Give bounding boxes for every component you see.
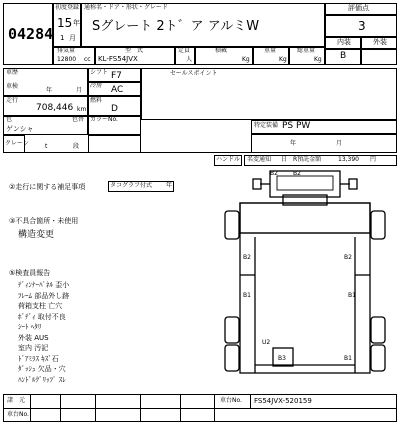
- displacement-unit: cc: [84, 56, 91, 63]
- exterior-label: 外装: [373, 38, 387, 46]
- load-label: 積載: [215, 47, 228, 54]
- model-value: KL-FS54JVX: [98, 55, 138, 63]
- shift-value: F7: [111, 71, 122, 81]
- weight-label: 重量: [264, 47, 277, 54]
- color-change-label: 色替: [72, 116, 85, 123]
- report-item: 室内 汚記: [18, 344, 49, 352]
- tachograph-unit: 年: [166, 182, 173, 189]
- footer-col-1: [30, 394, 31, 422]
- load-unit: Kg: [242, 56, 250, 63]
- displacement-label: 排気量: [57, 47, 76, 54]
- report-item: ﾊﾝﾄﾞﾙｸﾞﾘｯﾌﾟ ｽﾚ: [18, 375, 66, 384]
- fuel-value: D: [111, 104, 118, 114]
- ac-value: AC: [111, 85, 124, 95]
- score-label: 評価点: [348, 4, 369, 12]
- model-label: 型 式: [125, 47, 144, 54]
- chassis-label: 車台No.: [220, 397, 242, 404]
- report-label: ⑤検査員報告: [9, 269, 51, 277]
- fuel-label: 燃料: [90, 97, 103, 104]
- mileage-value: 708,446: [36, 103, 74, 113]
- displacement-value: 12800: [57, 56, 77, 63]
- equipment-date-cell: [251, 134, 397, 153]
- mark-b1-left: B1: [243, 292, 251, 299]
- color-no-label: カラーNo.: [90, 116, 118, 123]
- mark-b3: B3: [278, 355, 286, 362]
- interior-value: B: [340, 51, 347, 61]
- report-item: 外装 AUS: [18, 333, 49, 342]
- exterior-value-cell: [361, 49, 397, 65]
- mark-b2-right: B2: [344, 254, 352, 261]
- footer-row2-label: 車台No.: [7, 411, 29, 418]
- score-value: 3: [358, 19, 366, 33]
- footer-col-6: [214, 394, 215, 422]
- mark-b1-right: B1: [348, 292, 356, 299]
- defects-value: 構造変更: [18, 230, 55, 240]
- inspection-year-unit: 年: [46, 87, 53, 94]
- report-item: ﾌﾚｰﾑ 部品外し跡: [18, 291, 70, 300]
- tachograph-label: タコグラフ付式: [110, 182, 153, 189]
- body-type-label: 車歴: [6, 69, 19, 76]
- name-change-label: 名変通知: [247, 156, 272, 163]
- ac-label: 冷房: [90, 82, 103, 89]
- report-item: ﾀﾞｯｼｭ 欠品・穴: [18, 365, 66, 373]
- footer-col-4: [140, 394, 141, 422]
- shift-label: シフト: [90, 69, 109, 76]
- mark-b2-cab-right: B2: [293, 170, 301, 177]
- year-value: 15: [57, 16, 73, 30]
- crane-label: クレーン: [5, 140, 29, 147]
- month-value: 1: [60, 34, 65, 42]
- mark-b2-cab-left: B2: [270, 170, 278, 177]
- handle-label: ハンドル: [216, 156, 241, 163]
- weight-unit: Kg: [279, 56, 287, 63]
- month-unit: 月: [69, 34, 76, 42]
- equip-month-unit: 月: [336, 140, 343, 147]
- footer-divider: [3, 408, 397, 409]
- mark-u2: U2: [262, 339, 271, 346]
- vehicle-name: Sグレート 2ト゛ア アルミW: [92, 19, 260, 34]
- inspection-month-unit: 月: [76, 87, 83, 94]
- year-unit: 年: [73, 19, 80, 27]
- crane-unit-t: t: [45, 143, 48, 150]
- defects-label: ③不具合箇所・未使用: [9, 217, 79, 225]
- inspection-label: 車検: [6, 83, 19, 90]
- body-color-value: ゲンシャ: [6, 125, 34, 133]
- crane-extra-cell: [88, 135, 141, 153]
- recycle-unit: 円: [370, 156, 377, 163]
- report-item: 荷箱支柱 亡穴: [18, 302, 63, 310]
- lot-number: 04284: [8, 25, 54, 43]
- spec-label: 通称名・ドア・形状・グレード: [84, 4, 168, 11]
- report-item: ﾃﾞｨﾝﾅｰﾊﾟﾈﾙ 歪小: [18, 281, 70, 289]
- footer-col-2: [60, 394, 61, 422]
- report-item: ﾄﾞｱﾐﾗｽ ｷｽﾞ石: [18, 354, 59, 363]
- footer-col-5: [180, 394, 181, 422]
- footer-col-3: [95, 394, 96, 422]
- footer-row1-label: 諸 元: [7, 397, 26, 404]
- registration-label: 初度登録: [55, 4, 80, 11]
- chassis-value: FS54JVX-520159: [254, 397, 312, 405]
- capacity-unit: 人: [186, 56, 193, 63]
- equip-year-unit: 年: [290, 140, 297, 147]
- crane-unit-dan: 段: [73, 143, 80, 150]
- mark-b2-left: B2: [243, 254, 251, 261]
- footer-col-7: [250, 394, 251, 408]
- supplement-label: ②走行に関する補足事項: [9, 183, 86, 191]
- name-change-unit: 日: [281, 156, 288, 163]
- vehicle-diagram: [215, 165, 395, 385]
- capacity-label: 定員: [178, 47, 191, 54]
- equipment-value: PS PW: [282, 121, 311, 131]
- mileage-unit: km: [77, 106, 87, 113]
- selling-points-label: セールスポイント: [170, 70, 218, 77]
- interior-label: 内装: [337, 38, 351, 46]
- mileage-label: 走行: [6, 97, 19, 104]
- truck-outline-svg: [215, 165, 395, 385]
- total-weight-label: 総重量: [297, 47, 316, 54]
- recycle-label: R預託金額: [293, 156, 322, 163]
- report-item: ﾎﾞﾃﾞｨ 取付不良: [18, 312, 66, 321]
- color-label: 色: [6, 116, 13, 123]
- equipment-label: 特定装備: [254, 122, 279, 129]
- mark-b1-rear: B1: [344, 355, 352, 362]
- recycle-value: 13,390: [338, 156, 359, 163]
- report-item: ｼｰﾄ ﾍﾀﾘ: [18, 323, 42, 331]
- total-weight-unit: Kg: [314, 56, 322, 63]
